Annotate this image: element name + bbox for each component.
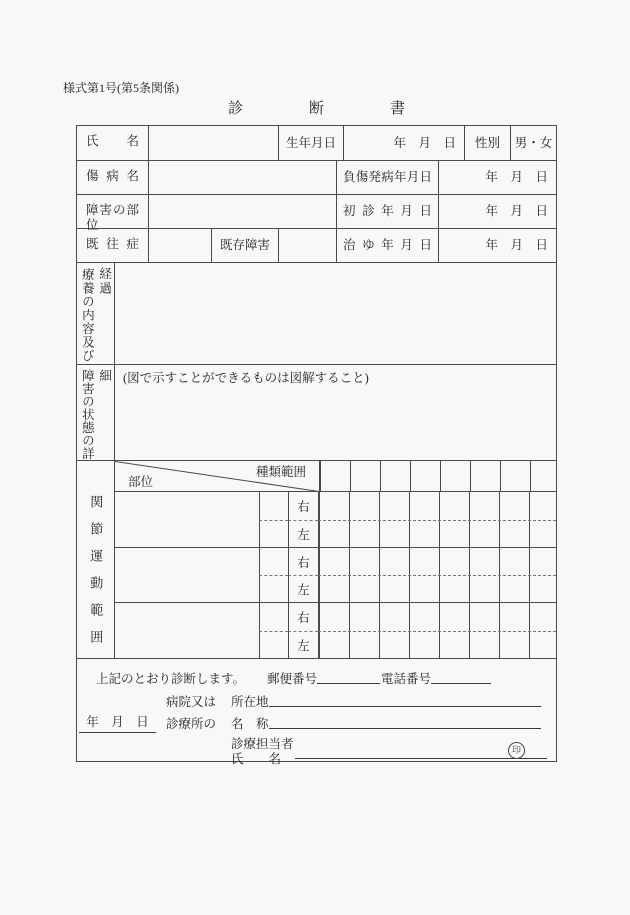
joint-table-header-row: [114, 460, 556, 491]
joint-right-label: 右: [288, 492, 318, 520]
address-label: 所在地: [231, 695, 269, 709]
disease-label-cell: 傷病名: [77, 160, 148, 194]
facility-name-blank-line: [269, 713, 541, 729]
preexisting-blank-cell: [278, 228, 336, 262]
joint-narrow-blank-cell: [259, 548, 288, 575]
joint-left-label: 左: [288, 575, 318, 602]
joint-row-pair-3: [114, 602, 556, 658]
first-exam-label-cell: 初診年月日: [336, 194, 438, 228]
page-title-text: 診断書: [227, 101, 471, 117]
first-exam-date-cell: 年 月 日: [438, 194, 556, 228]
history-label-cell: 既往症: [77, 228, 148, 262]
staff-name-blank-line: [295, 743, 547, 759]
joint-section-label: 関節運動範囲: [88, 495, 104, 657]
joint-data-columns-left: [318, 520, 556, 548]
disability-detail-label-cont: 細: [97, 369, 112, 384]
joint-left-label: 左: [288, 631, 318, 659]
treatment-label-main: 療養の内容及び: [80, 268, 95, 363]
preexisting-label-cell: 既存障害: [211, 228, 278, 262]
joint-header-data-columns: [319, 461, 557, 491]
disability-detail-section-label: [77, 364, 114, 460]
figure-instruction-note: (図で示すことができるものは図解すること): [123, 371, 369, 385]
healed-date-cell: 年 月 日: [438, 228, 556, 262]
joint-right-label: 右: [288, 548, 318, 575]
certificate-form-table: [76, 125, 557, 766]
disease-blank-cell: [148, 160, 336, 194]
disability-detail-label-main: 障害の状態の詳: [80, 369, 95, 460]
postal-code-label: 郵便番号: [267, 672, 318, 686]
certification-footer-cell: [77, 658, 556, 766]
treatment-content-blank-cell: [114, 262, 556, 364]
joint-diagonal-header-cell: [115, 461, 319, 491]
treatment-label-cont: 経過: [97, 267, 112, 296]
certification-statement: 上記のとおり診断します。: [96, 672, 246, 686]
seal-mark-icon: 印: [508, 742, 525, 759]
joint-row-pair-1: [114, 491, 556, 547]
name-blank-cell: [148, 126, 278, 160]
joint-narrow-blank-cell: [259, 631, 288, 659]
name-label-cell: 氏名: [86, 134, 139, 148]
joint-right-label: 右: [288, 603, 318, 631]
joint-row-pair-2: [114, 547, 556, 602]
joint-part-blank-cell: [114, 603, 259, 658]
disability-site-label-cell: 障害の部位: [77, 194, 148, 228]
birthdate-value-cell: 年 月 日: [343, 126, 464, 160]
joint-data-columns-right: [318, 603, 556, 631]
joint-header-kind-range: 種類範囲: [255, 465, 306, 479]
joint-narrow-blank-cell: [259, 603, 288, 631]
facility-name-label: 名 称: [231, 717, 269, 731]
address-blank-line: [269, 691, 541, 707]
birthdate-label-cell: 生年月日: [278, 126, 343, 160]
disability-detail-content-cell: [114, 364, 556, 460]
injury-onset-label-cell: 負傷発病年月日: [336, 160, 438, 194]
joint-section-label-cell: [77, 460, 114, 658]
history-blank-cell: [148, 228, 211, 262]
joint-header-site: 部位: [128, 475, 154, 489]
staff-name-label: 氏 名: [231, 752, 282, 766]
joint-part-blank-cell: [114, 548, 259, 602]
joint-data-columns-right: [318, 548, 556, 575]
certification-date-blank: 年 月 日: [79, 712, 156, 733]
joint-data-columns-left: [318, 575, 556, 602]
page-title: [76, 97, 557, 118]
sex-value-cell: 男・女: [510, 126, 556, 160]
form-number-note: 様式第1号(第5条関係): [63, 81, 179, 95]
joint-data-columns-right: [318, 492, 556, 520]
attending-staff-label: 診療担当者: [231, 737, 294, 751]
facility-label-line1: 病院又は: [166, 695, 217, 709]
joint-part-blank-cell: [114, 492, 259, 547]
joint-left-label: 左: [288, 520, 318, 548]
injury-onset-date-cell: 年 月 日: [438, 160, 556, 194]
joint-data-columns-left: [318, 631, 556, 659]
healed-label-cell: 治ゆ年月日: [336, 228, 438, 262]
phone-number-blank-line: [431, 668, 491, 684]
joint-narrow-blank-cell: [259, 575, 288, 602]
phone-number-label: 電話番号: [381, 672, 432, 686]
sex-label-cell: 性別: [464, 126, 510, 160]
treatment-section-label: [77, 262, 114, 364]
joint-narrow-blank-cell: [259, 520, 288, 548]
facility-label-line2: 診療所の: [166, 717, 217, 731]
postal-code-blank-line: [317, 668, 380, 684]
disability-site-blank-cell: [148, 194, 336, 228]
joint-narrow-blank-cell: [259, 492, 288, 520]
